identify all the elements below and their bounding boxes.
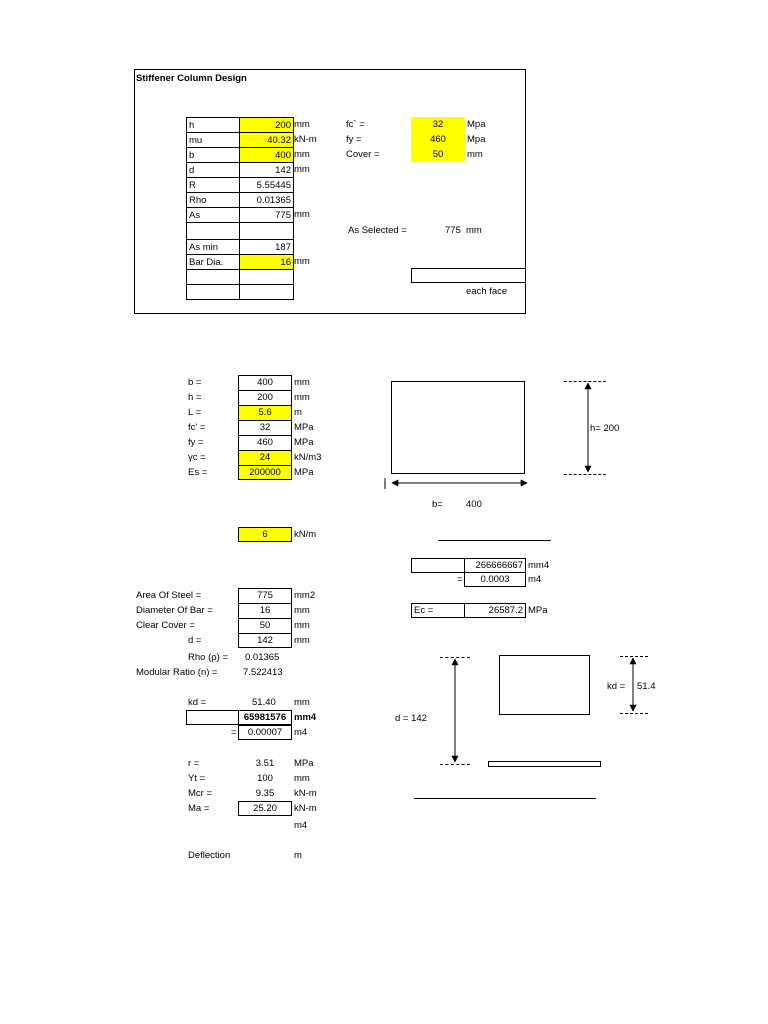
input-unit: mm	[294, 377, 310, 388]
moment-value-cell[interactable]: 25.20	[238, 801, 292, 816]
moment-value: 100	[257, 773, 273, 784]
input-label: h =	[188, 392, 202, 403]
b-dimension-value: 400	[466, 499, 482, 510]
steel-label: d =	[188, 635, 202, 646]
table-unit: mm	[294, 149, 310, 160]
load-value-cell[interactable]: 6	[238, 527, 292, 542]
steel-label: Clear Cover =	[136, 620, 195, 631]
input-unit: kN/m3	[294, 452, 322, 463]
input-label: b =	[188, 377, 202, 388]
table-value-cell[interactable]: 16	[240, 255, 294, 270]
table-unit: mm	[294, 119, 310, 130]
icr-unit: mm4	[294, 712, 317, 723]
steel-value-cell[interactable]: 16	[238, 603, 292, 619]
moment-label: Mcr =	[188, 788, 213, 799]
material-value[interactable]: 32	[411, 117, 465, 132]
input-value-cell[interactable]: 460	[238, 435, 292, 451]
moment-value: 3.51	[255, 758, 275, 769]
moment-unit: kN-m	[294, 803, 317, 814]
icr-m4-unit: m4	[294, 727, 308, 738]
table-label-cell[interactable]: b	[187, 148, 240, 163]
table-label-cell[interactable]: Bar Dia.	[187, 255, 240, 270]
table-unit: mm	[294, 164, 310, 175]
input-unit: MPa	[294, 422, 314, 433]
ec-label: Ec =	[411, 603, 465, 618]
page-title: Stiffener Column Design	[136, 73, 247, 84]
moment-unit: MPa	[294, 758, 314, 769]
material-unit: mm	[467, 149, 483, 160]
icr-m4-value[interactable]: 0.00007	[238, 725, 292, 740]
table-value-cell[interactable]: 200	[240, 118, 294, 133]
icr-eq: =	[231, 727, 237, 738]
inertia-value[interactable]: 266666667	[464, 558, 526, 573]
moment-value: 9.35	[255, 788, 275, 799]
steel-unit: mm	[294, 620, 310, 631]
input-value-cell[interactable]: 32	[238, 420, 292, 436]
ec-value[interactable]: 26587.2	[464, 603, 526, 618]
input-unit: MPa	[294, 437, 314, 448]
steel-label: Diameter Of Bar =	[136, 605, 213, 616]
moment-label: Yt =	[188, 773, 206, 784]
table-label-cell[interactable]: d	[187, 163, 240, 178]
table-unit: mm	[294, 256, 310, 267]
material-unit: Mpa	[467, 119, 486, 130]
inertia-m4-value[interactable]: 0.0003	[464, 572, 526, 587]
steel-value-cell[interactable]: 142	[238, 633, 292, 648]
input-value-cell[interactable]: 200000	[238, 465, 292, 480]
input-label: L =	[188, 407, 202, 418]
steel-unit: mm	[294, 605, 310, 616]
table-label-cell[interactable]: mu	[187, 133, 240, 148]
material-label: fc` =	[346, 119, 365, 130]
steel-value-cell[interactable]: 50	[238, 618, 292, 634]
inertia-m4-unit: m4	[528, 574, 542, 585]
material-value[interactable]: 50	[411, 147, 465, 162]
steel-value-cell[interactable]: 775	[238, 588, 292, 604]
table-value-cell[interactable]: 187	[240, 240, 294, 255]
table-value-cell[interactable]: 5.55445	[240, 178, 294, 193]
input-label: fc' =	[188, 422, 206, 433]
input-unit: mm	[294, 392, 310, 403]
as-selected-label: As Selected =	[348, 225, 407, 236]
table-unit: mm	[294, 209, 310, 220]
moment-label: Ma =	[188, 803, 210, 814]
extra-unit: m4	[294, 820, 308, 831]
deflection-unit: m	[294, 850, 302, 861]
deflection-label: Deflection	[188, 850, 231, 861]
input-value-cell[interactable]: 400	[238, 375, 292, 391]
table-label-cell[interactable]: h	[187, 118, 240, 133]
h-dimension-label: h= 200	[590, 423, 620, 434]
kd-diagram-label: kd =	[607, 681, 626, 692]
rho-value: 0.01365	[245, 652, 280, 663]
table-label-cell[interactable]: R	[187, 178, 240, 193]
table-value-cell[interactable]: 40.32	[240, 133, 294, 148]
load-unit: kN/m	[294, 529, 317, 540]
modular-ratio-label: Modular Ratio (n) =	[136, 667, 218, 678]
input-unit: m	[294, 407, 302, 418]
input-value-cell[interactable]: 24	[238, 450, 292, 466]
kd-label: kd =	[188, 697, 207, 708]
ec-unit: MPa	[528, 605, 548, 616]
icr-value[interactable]: 65981576	[238, 710, 292, 725]
steel-label: Area Of Steel =	[136, 590, 202, 601]
moment-unit: kN-m	[294, 788, 317, 799]
table-label-cell[interactable]: Rho	[187, 193, 240, 208]
steel-unit: mm	[294, 635, 310, 646]
inertia-eq: =	[457, 574, 463, 585]
table-label-cell[interactable]: As min	[187, 240, 240, 255]
moment-unit: mm	[294, 773, 310, 784]
material-value[interactable]: 460	[411, 132, 465, 147]
steel-unit: mm2	[294, 590, 316, 601]
table-unit: kN-m	[294, 134, 317, 145]
modular-ratio-value: 7.522413	[243, 667, 283, 678]
kd-unit: mm	[294, 697, 310, 708]
input-value-cell[interactable]: 200	[238, 390, 292, 406]
d-dimension-label: d = 142	[395, 713, 427, 724]
b-dimension-label: b=	[432, 499, 443, 510]
kd-diagram-value: 51.4	[637, 681, 656, 692]
input-label: fy =	[188, 437, 204, 448]
input-value-cell[interactable]: 5.6	[238, 405, 292, 421]
input-unit: MPa	[294, 467, 314, 478]
material-label: fy =	[346, 134, 362, 145]
table-value-cell[interactable]: 400	[240, 148, 294, 163]
table-value-cell[interactable]: 142	[240, 163, 294, 178]
input-label: γc =	[188, 452, 206, 463]
table-value-cell[interactable]: 775	[240, 208, 294, 223]
moment-label: r =	[188, 758, 200, 769]
table-label-cell[interactable]: As	[187, 208, 240, 223]
as-selected-unit: mm	[466, 225, 482, 236]
each-face-label: each face	[466, 286, 508, 297]
material-unit: Mpa	[467, 134, 486, 145]
input-label: Es =	[188, 467, 208, 478]
inertia-unit: mm4	[528, 560, 550, 571]
material-label: Cover =	[346, 149, 380, 160]
as-selected-value: 775	[445, 225, 461, 236]
kd-value: 51.40	[252, 697, 276, 708]
rho-label: Rho (ρ) =	[188, 652, 228, 663]
table-value-cell[interactable]: 0.01365	[240, 193, 294, 208]
